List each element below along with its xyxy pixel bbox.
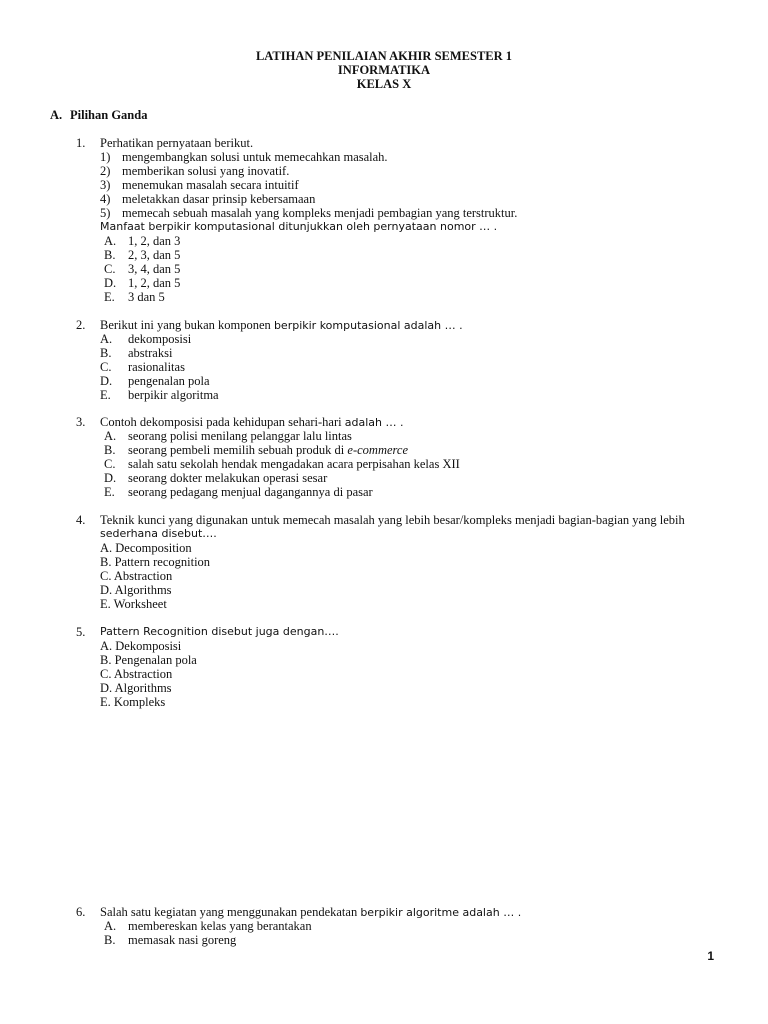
- question-3: [76, 415, 726, 499]
- question-text: Teknik kunci yang digunakan untuk memecah masalah yang lebih besar/kompleks menjadi bagian-bagian yang lebih: [100, 513, 685, 527]
- answer-option: C. salah satu sekolah hendak mengadakan acara perpisahan kelas XII: [104, 457, 460, 471]
- answer-option: A. Dekomposisi: [100, 639, 182, 653]
- answer-option: B. Pengenalan pola: [100, 653, 197, 667]
- question-text: Perhatikan pernyataan berikut.: [100, 136, 254, 150]
- question-prompt: Manfaat berpikir komputasional ditunjukkan oleh pernyataan nomor … .: [100, 220, 498, 233]
- statement-item: 2) memberikan solusi yang inovatif.: [100, 164, 290, 178]
- question-number: 3.: [76, 415, 86, 429]
- answer-option: B. memasak nasi goreng: [104, 933, 237, 947]
- subject-title: INFORMATIKA: [337, 63, 431, 77]
- question-number: 5.: [76, 625, 86, 639]
- statement-item: 5) memecah sebuah masalah yang kompleks menjadi pembagian yang terstruktur.: [100, 206, 518, 220]
- answer-option: C. 3, 4, dan 5: [104, 262, 181, 276]
- section-title: Pilihan Ganda: [70, 108, 148, 122]
- question-number: 4.: [76, 513, 86, 527]
- answer-option: C. Abstraction: [100, 569, 173, 583]
- answer-option: C. rasionalitas: [100, 360, 185, 374]
- answer-option: A. 1, 2, dan 3: [104, 234, 181, 248]
- answer-option: B. abstraksi: [100, 346, 173, 360]
- question-text: Pattern Recognition disebut juga dengan….: [100, 625, 339, 638]
- statement-item: 3) menemukan masalah secara intuitif: [100, 178, 299, 192]
- statement-item: 1) mengembangkan solusi untuk memecahkan masalah.: [100, 150, 388, 164]
- question-5: [76, 625, 726, 709]
- answer-option: C. Abstraction: [100, 667, 173, 681]
- answer-option: A. seorang polisi menilang pelanggar lalu lintas: [104, 429, 352, 443]
- document-title: LATIHAN PENILAIAN AKHIR SEMESTER 1: [255, 49, 513, 63]
- answer-option: D. seorang dokter melakukan operasi sesar: [104, 471, 328, 485]
- section-heading: [50, 108, 147, 123]
- question-text: Berikut ini yang bukan komponen berpikir komputasional adalah … .: [100, 318, 463, 332]
- question-6: [76, 905, 726, 947]
- question-text: Contoh dekomposisi pada kehidupan sehari-hari adalah … .: [100, 415, 404, 429]
- answer-option: E. Worksheet: [100, 597, 167, 611]
- question-4: [76, 513, 726, 611]
- answer-option: E. 3 dan 5: [104, 290, 165, 304]
- section-letter: A.: [50, 108, 63, 122]
- question-number: 6.: [76, 905, 86, 919]
- answer-option: E. berpikir algoritma: [100, 388, 219, 402]
- answer-option: D. Algorithms: [100, 583, 172, 597]
- question-number: 2.: [76, 318, 86, 332]
- answer-option: E. Kompleks: [100, 695, 166, 709]
- page-number: 1: [707, 949, 714, 963]
- question-number: 1.: [76, 136, 86, 150]
- answer-option: A. Decomposition: [100, 541, 192, 555]
- answer-option: B. seorang pembeli memilih sebuah produk di e-commerce: [104, 443, 409, 457]
- answer-option: D. Algorithms: [100, 681, 172, 695]
- statement-item: 4) meletakkan dasar prinsip kebersamaan: [100, 192, 316, 206]
- answer-option: D. 1, 2, dan 5: [104, 276, 181, 290]
- answer-option: D. pengenalan pola: [100, 374, 210, 388]
- answer-option: A. membereskan kelas yang berantakan: [104, 919, 312, 933]
- answer-option: E. seorang pedagang menjual dagangannya di pasar: [104, 485, 373, 499]
- answer-option: A. dekomposisi: [100, 332, 192, 346]
- question-text: Salah satu kegiatan yang menggunakan pendekatan berpikir algoritme adalah … .: [100, 905, 522, 919]
- question-1: [76, 136, 726, 304]
- class-title: KELAS X: [356, 77, 412, 91]
- answer-option: B. Pattern recognition: [100, 555, 211, 569]
- question-2: [76, 318, 726, 402]
- answer-option: B. 2, 3, dan 5: [104, 248, 181, 262]
- question-text-continued: sederhana disebut….: [100, 527, 217, 540]
